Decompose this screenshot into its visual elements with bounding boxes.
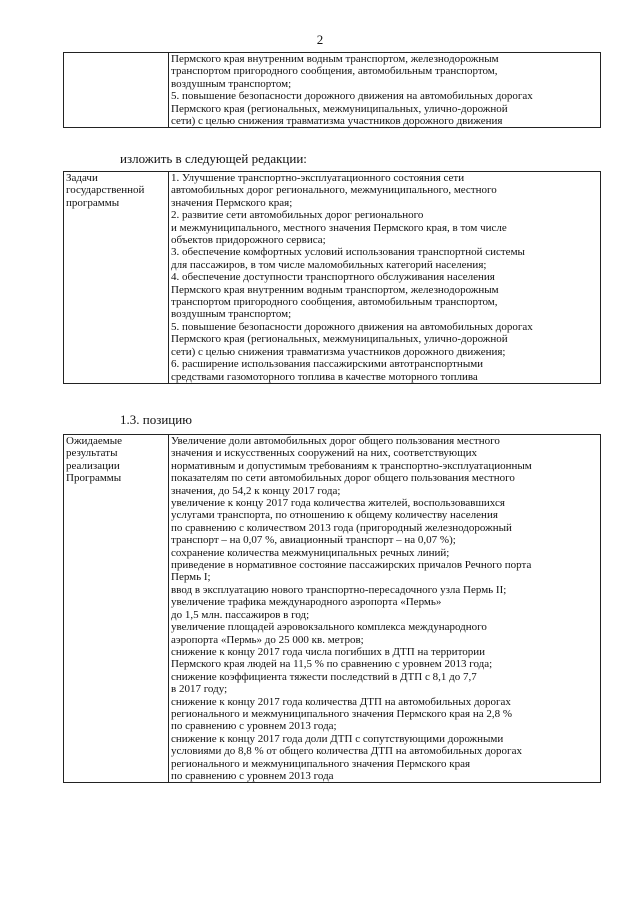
text-line: Пермского края людей на 11,5 % по сравнению с уровнем 2013 года; [171,658,493,671]
text-line: по сравнению с количеством 2013 года (пригородный железнодорожный [171,521,512,534]
section-heading: изложить в следующей редакции: [120,151,307,166]
text-line: значения и искусственных сооружений на них, соответствующих [171,447,477,460]
text-line: Пермского края внутренним водным транспортом, железнодорожным [171,283,499,296]
text-line: транспортом пригородного сообщения, автомобильным транспортом, [171,296,498,309]
label-line: государственной [66,184,145,197]
text-line: до 1,5 млн. пассажиров в год; [171,608,310,621]
text-line: регионального и межмуниципального значения Пермского края [171,757,471,770]
content-cell [169,435,601,783]
text-line: значения Пермского края; [171,196,293,209]
content-cell [169,172,601,384]
text-line: для пассажиров, в том числе маломобильных категорий населения; [171,258,487,271]
text-line: увеличение к концу 2017 года количества жителей, воспользовавшихся [171,497,505,510]
text-line: нормативным и допустимым требованиям к транспортно-эксплуатационным [171,459,532,472]
text-line: 1. Улучшение транспортно-эксплуатационного состояния сети [171,172,465,184]
text-line: Пермского края (региональных, межмуниципальных, улично-дорожной [171,102,508,115]
text-line: воздушным транспортом; [171,308,292,321]
text-line: приведение в нормативное состояние пассажирских причалов Речного порта [171,559,532,572]
label-line: Ожидаемые [66,435,123,447]
text-line: аэропорта «Пермь» до 25 000 кв. метров; [171,633,364,646]
text-line: в 2017 году; [171,683,228,696]
text-line: увеличение площадей аэровокзального комплекса международного [171,621,487,634]
text-line: Пермь I; [171,571,211,584]
text-line: увеличение трафика международного аэропорта «Пермь» [171,596,442,609]
text-line: транспорт – на 0,07 %, авиационный транспорт – на 0,07 %); [171,534,456,547]
label-cell [64,435,169,783]
results-table [63,434,601,783]
text-line: по сравнению с уровнем 2013 года [171,769,334,782]
text-line: Пермского края (региональных, межмуниципальных, улично-дорожной [171,333,508,346]
text-line: транспортом пригородного сообщения, автомобильным транспортом, [171,65,498,78]
text-line: показателям по сети автомобильных дорог общего пользования местного [171,472,515,485]
text-line: и межмуниципального, местного значения Пермского края, в том числе [171,221,507,234]
text-line: снижение к концу 2017 года доли ДТП с сопутствующими дорожными [171,732,504,745]
label-cell [64,172,169,384]
text-line: 5. повышение безопасности дорожного движения на автомобильных дорогах [171,320,533,333]
label-line: Задачи [66,172,98,184]
label-line: программы [66,196,120,209]
text-line: сохранение количества межмуниципальных речных линий; [171,546,450,559]
label-line: реализации [66,459,120,472]
text-line: по сравнению с уровнем 2013 года; [171,720,337,733]
text-line: воздушным транспортом; [171,77,292,90]
text-line: Увеличение доли автомобильных дорог общего пользования местного [171,435,500,447]
text-line: объектов придорожного сервиса; [171,234,326,247]
text-line: сети) с целью снижения травматизма участников дорожного движения; [171,345,506,358]
text-line: значения, до 54,2 к концу 2017 года; [171,484,341,497]
text-line: 6. расширение использования пассажирскими автотранспортными [171,358,484,371]
text-line: средствами газомоторного топлива в качестве моторного топлива [171,370,478,383]
tasks-table [63,171,601,384]
text-line: регионального и межмуниципального значения Пермского края на 2,8 % [171,707,513,720]
text-line: ввод в эксплуатацию нового транспортно-пересадочного узла Пермь II; [171,583,507,596]
text-line: снижение к концу 2017 года количества ДТП на автомобильных дорогах [171,695,511,708]
text-line: Пермского края внутренним водным транспортом, железнодорожным [171,53,499,65]
text-line: 4. обеспечение доступности транспортного обслуживания населения [171,271,495,284]
text-line: сети) с целью снижения травматизма участников дорожного движения [171,115,503,128]
table-continuation [63,52,601,128]
text-line: снижение коэффициента тяжести последствий в ДТП с 8,1 до 7,7 [171,670,477,683]
text-line: услугами транспорта, по отношению к общему количеству населения [171,509,498,522]
page-number: 2 [316,32,324,47]
section-heading: 1.3. позицию [120,412,192,427]
label-line: Программы [66,472,122,485]
text-line: автомобильных дорог регионального, межмуниципального, местного [171,184,497,197]
content-cell [169,53,601,128]
text-line: 2. развитие сети автомобильных дорог регионального [171,209,424,222]
label-line: результаты [66,447,118,460]
text-line: 3. обеспечение комфортных условий использования транспортной системы [171,246,525,259]
label-cell [64,53,169,128]
text-line: условиями до 8,8 % от общего количества ДТП на автомобильных дорогах [171,745,522,758]
text-line: снижение к концу 2017 года числа погибших в ДТП на территории [171,645,486,658]
text-line: 5. повышение безопасности дорожного движения на автомобильных дорогах [171,90,533,103]
